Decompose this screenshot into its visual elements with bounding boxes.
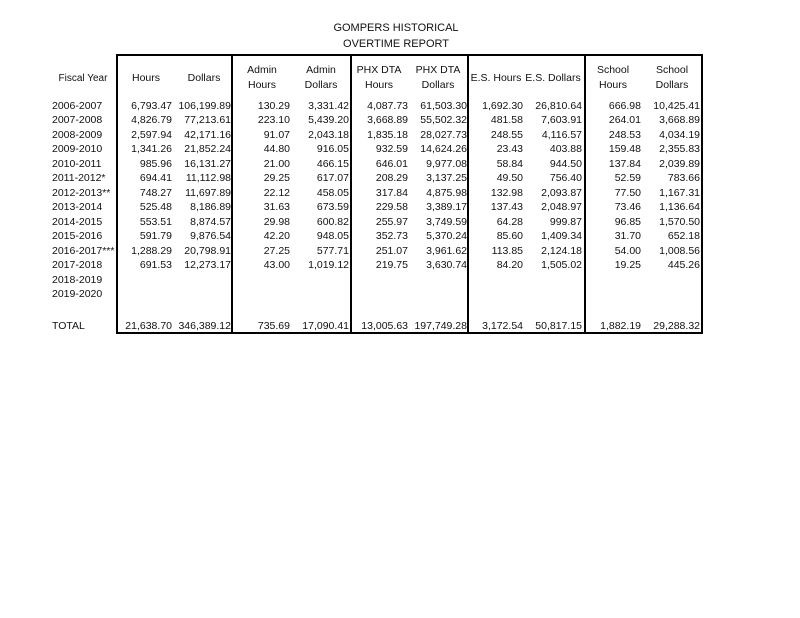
table-row-cell: 130.29 — [257, 100, 290, 112]
table-row-label: 2008-2009 — [52, 128, 103, 141]
column-header-line1: Admin — [306, 64, 336, 76]
table-row-cell: 783.66 — [667, 172, 700, 185]
column-header-line2: Dollars — [304, 79, 338, 91]
table-row-cell: 4,875.98 — [426, 186, 467, 199]
table-row-cell: 1,505.02 — [541, 259, 582, 272]
table-row-label: 2006-2007 — [52, 100, 103, 112]
total-row-cell: 197,749.28 — [414, 320, 467, 332]
table-row-cell: 29.98 — [263, 215, 290, 228]
table-row-label: 2016-2017*** — [52, 244, 115, 257]
table-row-cell: 3,331.42 — [308, 100, 349, 112]
table-row-label: 2017-2018 — [52, 259, 103, 272]
table-row-cell: 948.05 — [316, 230, 349, 243]
table-row-cell: 5,370.24 — [426, 230, 467, 243]
table-row-cell: 1,288.29 — [131, 244, 172, 257]
table-row-cell: 14,624.26 — [420, 143, 467, 156]
table-row-cell: 11,112.98 — [185, 172, 231, 185]
table-row-cell: 4,116.57 — [541, 128, 582, 141]
table-row-cell: 42,171.16 — [184, 128, 231, 141]
table-row-cell: 11,697.89 — [185, 186, 231, 199]
table-row-cell: 591.79 — [139, 230, 172, 243]
table-row-cell: 3,749.59 — [426, 215, 467, 228]
table-row-cell: 1,409.34 — [541, 230, 582, 243]
table-row-cell: 916.05 — [316, 143, 349, 156]
table-row-cell: 2,124.18 — [541, 244, 582, 257]
table-row-cell: 403.88 — [549, 143, 582, 156]
table-row-label: 2009-2010 — [52, 143, 103, 156]
table-row-cell: 91.07 — [263, 128, 290, 141]
table-row-cell: 208.29 — [375, 172, 408, 185]
table-row-cell: 2,048.97 — [541, 201, 582, 214]
table-row-cell: 132.98 — [490, 186, 523, 199]
report-title-line1: GOMPERS HISTORICAL — [333, 22, 459, 34]
table-row-cell: 525.48 — [139, 201, 172, 214]
total-row-label: TOTAL — [52, 320, 85, 332]
table-row-cell: 106,199.89 — [178, 100, 231, 112]
table-row-cell: 28,027.73 — [420, 128, 467, 141]
column-header-line2: Hours — [247, 79, 276, 91]
table-row-cell: 481.58 — [490, 114, 523, 127]
column-header-line2: Hours — [598, 79, 627, 91]
table-row-cell: 49.50 — [496, 172, 523, 185]
table-row-cell: 16,131.27 — [184, 157, 231, 170]
table-row-label: 2010-2011 — [52, 157, 102, 170]
total-row-cell: 3,172.54 — [482, 320, 523, 332]
column-header-line1: PHX DTA — [356, 64, 402, 76]
table-row-cell: 2,597.94 — [131, 128, 172, 141]
table-row-cell: 652.18 — [667, 230, 700, 243]
table-row-cell: 21.00 — [263, 157, 290, 170]
column-header-line1: School — [596, 64, 630, 76]
table-row-cell: 3,137.25 — [426, 172, 467, 185]
total-row-cell: 346,389.12 — [178, 320, 231, 332]
table-row-cell: 466.15 — [316, 157, 349, 170]
table-row-cell: 21,852.24 — [184, 143, 231, 156]
table-row-cell: 2,093.87 — [541, 186, 582, 199]
total-row-cell: 50,817.15 — [535, 320, 582, 332]
table-row-cell: 8,186.89 — [190, 201, 231, 214]
table-row-cell: 219.75 — [375, 259, 408, 272]
table-row-cell: 352.73 — [375, 230, 408, 243]
table-row-cell: 600.82 — [316, 215, 349, 228]
column-header-line2: Hours — [364, 79, 393, 91]
table-row-cell: 84.20 — [496, 259, 523, 272]
table-row-cell: 4,826.79 — [131, 114, 172, 127]
table-row-cell: 77,213.61 — [184, 114, 231, 127]
total-row-cell: 29,288.32 — [653, 320, 700, 332]
table-row-cell: 1,167.31 — [659, 186, 700, 199]
table-row-cell: 223.10 — [257, 114, 290, 127]
table-row-cell: 64.28 — [496, 215, 523, 228]
table-row-cell: 159.48 — [608, 143, 641, 156]
table-row-cell: 1,692.30 — [482, 100, 523, 112]
table-row-cell: 137.84 — [608, 157, 641, 170]
table-row-cell: 9,977.08 — [426, 157, 467, 170]
table-row-cell: 646.01 — [375, 157, 408, 170]
table-row-label: 2012-2013** — [52, 186, 111, 199]
table-row-cell: 577.71 — [316, 244, 349, 257]
table-row-cell: 26,810.64 — [535, 100, 582, 112]
column-header-line1: Hours — [131, 72, 160, 84]
table-row-cell: 3,389.17 — [426, 201, 467, 214]
table-row-cell: 9,876.54 — [190, 230, 231, 243]
table-row-cell: 694.41 — [139, 172, 172, 185]
table-row-cell: 31.70 — [614, 230, 641, 243]
table-row-cell: 3,668.89 — [659, 114, 700, 127]
table-row-cell: 1,341.26 — [131, 143, 172, 156]
column-header-line1: Fiscal Year — [58, 73, 108, 84]
table-row-cell: 2,039.89 — [659, 157, 700, 170]
table-row-cell: 12,273.17 — [184, 259, 231, 272]
table-row-cell: 31.63 — [263, 201, 290, 214]
table-row-cell: 748.27 — [139, 186, 172, 199]
total-row-cell: 735.69 — [257, 320, 290, 332]
table-row-cell: 77.50 — [614, 186, 641, 199]
column-header-line1: School — [655, 64, 689, 76]
table-row-cell: 2,355.83 — [659, 143, 700, 156]
table-row-cell: 55,502.32 — [420, 114, 467, 127]
table-row-cell: 73.46 — [614, 201, 641, 214]
table-row-cell: 691.53 — [139, 259, 172, 272]
table-row-cell: 932.59 — [375, 143, 408, 156]
table-row-cell: 29.25 — [263, 172, 290, 185]
column-header-line2: Dollars — [421, 79, 455, 91]
table-row-cell: 1,570.50 — [659, 215, 700, 228]
table-row-cell: 944.50 — [549, 157, 582, 170]
table-row-cell: 52.59 — [614, 172, 641, 185]
total-row-cell: 1,882.19 — [600, 320, 641, 332]
table-row-cell: 1,136.64 — [659, 201, 700, 214]
table-row-cell: 5,439.20 — [308, 114, 349, 127]
table-row-cell: 999.87 — [549, 215, 582, 228]
table-row-cell: 113.85 — [491, 244, 523, 257]
table-row-cell: 61,503.30 — [420, 100, 467, 112]
table-row-cell: 248.55 — [490, 128, 523, 141]
table-row-cell: 255.97 — [375, 215, 408, 228]
column-header-line1: E.S. Dollars — [525, 72, 581, 84]
table-row-cell: 985.96 — [139, 157, 172, 170]
table-row-cell: 4,034.19 — [659, 128, 700, 141]
table-row-label: 2015-2016 — [52, 230, 103, 243]
table-row-cell: 3,961.62 — [426, 244, 467, 257]
table-row-cell: 22.12 — [263, 186, 290, 199]
column-header — [637, 63, 707, 93]
table-row-cell: 10,425.41 — [653, 100, 700, 112]
report-title-line2: OVERTIME REPORT — [343, 38, 449, 50]
table-row-cell: 8,874.57 — [190, 215, 231, 228]
table-row-cell: 229.58 — [375, 201, 408, 214]
total-row-cell: 13,005.63 — [361, 320, 408, 332]
table-row-cell: 27.25 — [263, 244, 290, 257]
table-row-cell: 44.80 — [263, 143, 290, 156]
table-row-cell: 42.20 — [263, 230, 290, 243]
table-row-cell: 20,798.91 — [184, 244, 231, 257]
column-header-line1: PHX DTA — [415, 64, 461, 76]
total-row-cell: 21,638.70 — [125, 320, 172, 332]
table-row-cell: 4,087.73 — [367, 100, 408, 112]
table-row-cell: 666.98 — [608, 100, 641, 112]
table-row-cell: 248.53 — [608, 128, 641, 141]
column-header-line1: Admin — [247, 64, 277, 76]
table-row-label: 2011-2012* — [52, 172, 106, 185]
total-row-cell: 17,090.41 — [302, 320, 349, 332]
table-row-cell: 3,668.89 — [367, 114, 408, 127]
table-row-cell: 317.84 — [375, 186, 408, 199]
table-row-cell: 445.26 — [667, 259, 700, 272]
table-row-cell: 756.40 — [549, 172, 582, 185]
table-row-label: 2019-2020 — [52, 288, 103, 301]
table-row-cell: 58.84 — [496, 157, 523, 170]
column-header-line2: Dollars — [655, 79, 689, 91]
table-row-cell: 1,008.56 — [659, 244, 700, 257]
table-row-cell: 6,793.47 — [131, 100, 172, 112]
table-row-cell: 673.59 — [316, 201, 349, 214]
table-row-cell: 553.51 — [139, 215, 172, 228]
table-row-cell: 1,835.18 — [367, 128, 408, 141]
table-row-cell: 458.05 — [316, 186, 349, 199]
table-row-cell: 137.43 — [490, 201, 523, 214]
table-row-cell: 1,019.12 — [308, 259, 349, 272]
table-row-cell: 7,603.91 — [541, 114, 582, 127]
column-header-line1: E.S. Hours — [470, 72, 522, 84]
table-row-cell: 23.43 — [496, 143, 523, 156]
table-row-cell: 96.85 — [614, 215, 641, 228]
table-row-cell: 3,630.74 — [426, 259, 467, 272]
table-row-label: 2007-2008 — [52, 114, 103, 127]
table-row-cell: 19.25 — [614, 259, 641, 272]
table-row-cell: 54.00 — [614, 244, 641, 257]
table-row-cell: 43.00 — [263, 259, 290, 272]
column-header — [48, 71, 118, 86]
table-row-cell: 85.60 — [496, 230, 523, 243]
table-row-label: 2014-2015 — [52, 215, 103, 228]
table-row-cell: 2,043.18 — [308, 128, 349, 141]
table-row-cell: 251.07 — [375, 244, 408, 257]
table-row-cell: 617.07 — [316, 172, 349, 185]
table-row-label: 2018-2019 — [52, 273, 103, 286]
table-row-cell: 264.01 — [608, 114, 641, 127]
column-header-line1: Dollars — [187, 72, 221, 84]
table-row-label: 2013-2014 — [52, 201, 103, 214]
